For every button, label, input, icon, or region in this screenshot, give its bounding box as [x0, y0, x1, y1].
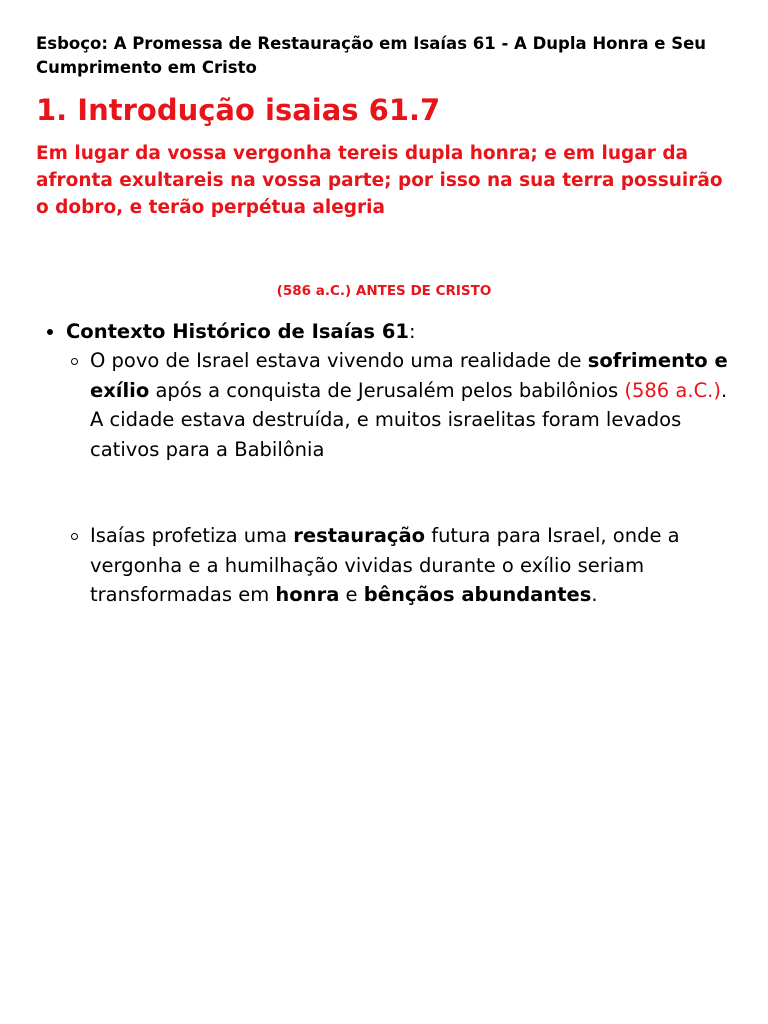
list-item-context: [66, 317, 736, 610]
exile-bold-a: sofrimento e exílio: [90, 349, 728, 402]
outline-list: [36, 317, 736, 610]
date-note: (586 a.C.) ANTES DE CRISTO: [276, 283, 492, 299]
restoration-text-d: .: [591, 583, 598, 606]
restoration-bold-a: restauração: [293, 524, 425, 547]
exile-text-a: O povo de Israel estava vivendo uma realidade de: [90, 349, 588, 372]
sublist-item-restoration: [90, 521, 736, 610]
restoration-text-a: Isaías profetiza uma: [90, 524, 294, 547]
restoration-bold-b: honra: [275, 583, 340, 606]
section-heading: 1. Introdução isaias 61.7: [36, 93, 441, 127]
verse-quote: Em lugar da vossa vergonha tereis dupla honra; e em lugar da afronta exultareis na vossa parte; por isso na sua terra possuirão o dobro, e terão perpétua alegria: [36, 143, 723, 218]
context-label-suffix: :: [408, 320, 416, 343]
document-page: [36, 32, 736, 610]
restoration-text-b: futura para Israel, onde a vergonha e a humilhação vividas durante o exílio seriam transformadas em: [90, 524, 680, 606]
exile-text-c: . A cidade estava destruída, e muitos israelitas foram levados cativos para a Babilônia: [90, 378, 728, 461]
context-sublist: [66, 346, 736, 610]
context-label: Contexto Histórico de Isaías 61: [66, 320, 409, 343]
sublist-item-exile: [90, 346, 736, 464]
restoration-text-c: e: [339, 583, 364, 606]
exile-text-b: após a conquista de Jerusalém pelos babilônios: [149, 378, 625, 402]
restoration-bold-c: bênçãos abundantes: [363, 583, 592, 606]
document-title: Esboço: A Promessa de Restauração em Isaías 61 - A Dupla Honra e Seu Cumprimento em Cristo: [36, 34, 707, 77]
exile-red-date: (586 a.C.): [624, 378, 721, 402]
